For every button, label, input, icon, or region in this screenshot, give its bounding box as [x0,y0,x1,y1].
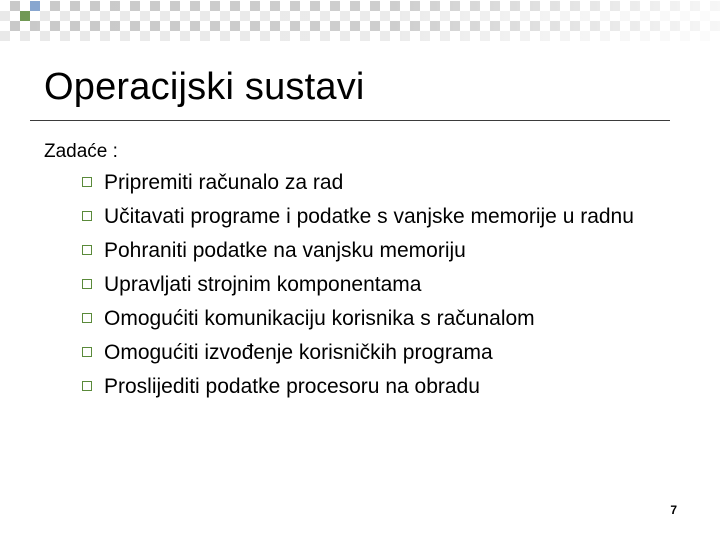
bullet-text: Omogućiti komunikaciju korisnika s računalom [104,307,535,330]
bullet-item [80,238,680,263]
slide-title: Operacijski sustavi [44,66,365,108]
bullet-item [80,306,680,331]
slide-subtitle: Zadaće : [44,141,118,162]
page-number: 7 [670,503,677,517]
bullet-item [80,170,680,195]
checkbox-square-icon [82,347,92,357]
checkbox-square-icon [82,313,92,323]
bullet-text: Proslijediti podatke procesoru na obradu [104,375,480,398]
bullet-text: Upravljati strojnim komponentama [104,273,422,296]
bullet-item [80,340,680,365]
bullet-text: Pohraniti podatke na vanjsku memoriju [104,239,466,262]
checkbox-square-icon [82,381,92,391]
bullet-text: Učitavati programe i podatke s vanjske memorije u radnu [104,205,634,228]
bullet-item [80,272,680,297]
checkbox-square-icon [82,279,92,289]
bullet-item [80,374,680,399]
bullet-item [80,204,680,229]
bullet-text: Pripremiti računalo za rad [104,171,344,194]
checkbox-square-icon [82,211,92,221]
checkbox-square-icon [82,177,92,187]
checkbox-square-icon [82,245,92,255]
bullet-list [80,170,680,408]
decorative-checker-strip [0,0,720,42]
title-divider [30,120,670,121]
bullet-text: Omogućiti izvođenje korisničkih programa [104,341,493,364]
